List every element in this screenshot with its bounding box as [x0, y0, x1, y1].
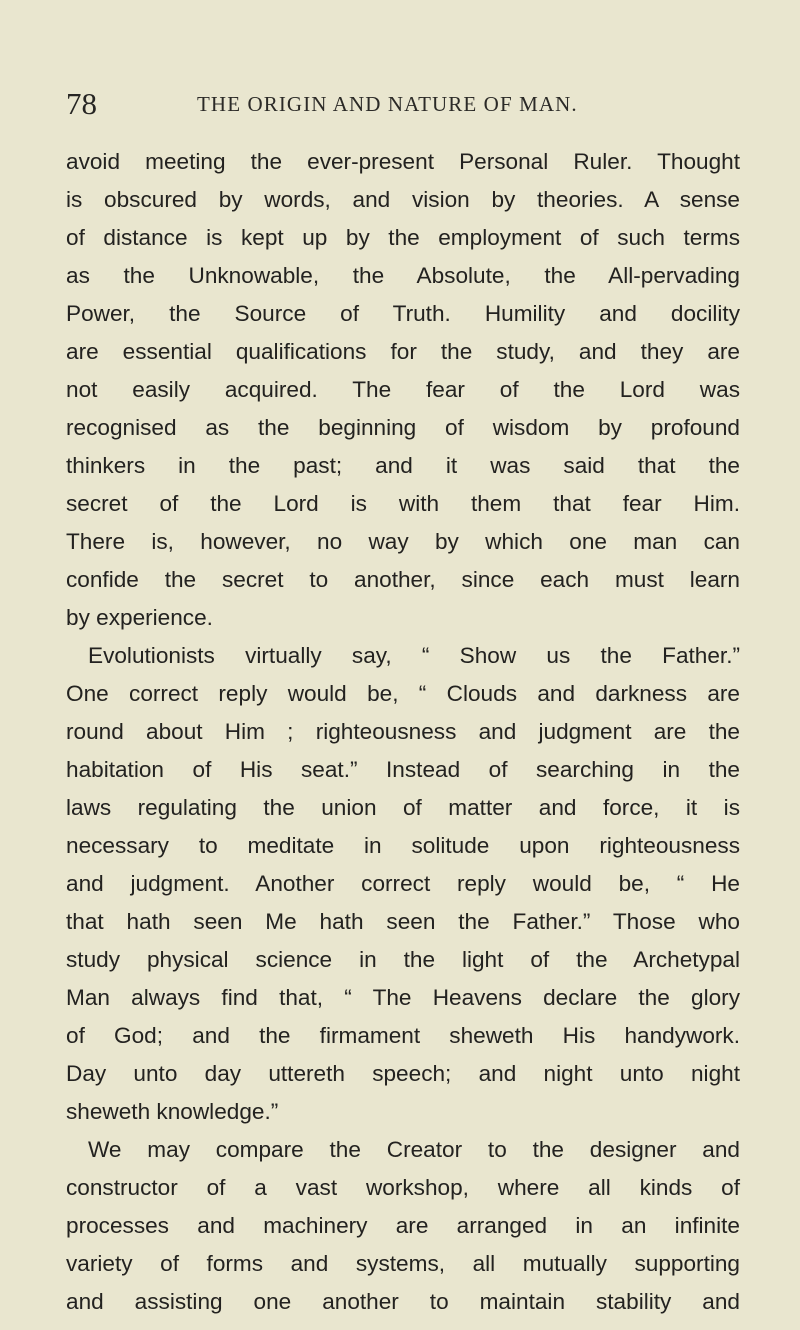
- text-line: avoid meeting the ever-present Personal Ruler. Thought: [66, 149, 740, 174]
- running-head: THE ORIGIN AND NATURE OF MAN.: [197, 92, 578, 116]
- text-line: not easily acquired. The fear of the Lord was: [66, 377, 740, 402]
- text-line: One correct reply would be, “ Clouds and darkness are: [66, 681, 740, 706]
- text-line: recognised as the beginning of wisdom by profound: [66, 415, 740, 440]
- text-line: and assisting one another to maintain stability and: [66, 1289, 740, 1314]
- text-line: and judgment. Another correct reply would be, “ He: [66, 871, 740, 896]
- text-line: that hath seen Me hath seen the Father.” Those who: [66, 909, 740, 934]
- text-line: as the Unknowable, the Absolute, the All-pervading: [66, 263, 740, 288]
- text-line: sheweth knowledge.”: [66, 1099, 279, 1124]
- text-line: Power, the Source of Truth. Humility and docility: [66, 301, 740, 326]
- text-line: of God; and the firmament sheweth His handywork.: [66, 1023, 740, 1048]
- text-line: study physical science in the light of the Archetypal: [66, 947, 740, 972]
- text-line: variety of forms and systems, all mutually supporting: [66, 1251, 740, 1276]
- text-line: round about Him ; righteousness and judgment are the: [66, 719, 740, 744]
- text-line: Day unto day uttereth speech; and night unto night: [66, 1061, 740, 1086]
- page-number: 78: [66, 86, 97, 121]
- text-line: by experience.: [66, 605, 213, 630]
- text-line: confide the secret to another, since each must learn: [66, 567, 740, 592]
- text-line: of distance is kept up by the employment of such terms: [66, 225, 740, 250]
- text-line: constructor of a vast workshop, where all kinds of: [66, 1175, 740, 1200]
- text-line: secret of the Lord is with them that fear Him.: [66, 491, 740, 516]
- text-line: Evolutionists virtually say, “ Show us the Father.”: [88, 643, 740, 668]
- text-line: We may compare the Creator to the designer and: [88, 1137, 740, 1162]
- text-line: laws regulating the union of matter and force, it is: [66, 795, 740, 820]
- text-line: is obscured by words, and vision by theories. A sense: [66, 187, 740, 212]
- body-text: [66, 143, 740, 1321]
- text-line: habitation of His seat.” Instead of searching in the: [66, 757, 740, 782]
- text-line: are essential qualifications for the study, and they are: [66, 339, 740, 364]
- text-line: processes and machinery are arranged in an infinite: [66, 1213, 740, 1238]
- page-header: [66, 84, 736, 124]
- text-line: thinkers in the past; and it was said that the: [66, 453, 740, 478]
- text-line: Man always find that, “ The Heavens declare the glory: [66, 985, 740, 1010]
- text-line: There is, however, no way by which one man can: [66, 529, 740, 554]
- text-line: necessary to meditate in solitude upon righteousness: [66, 833, 740, 858]
